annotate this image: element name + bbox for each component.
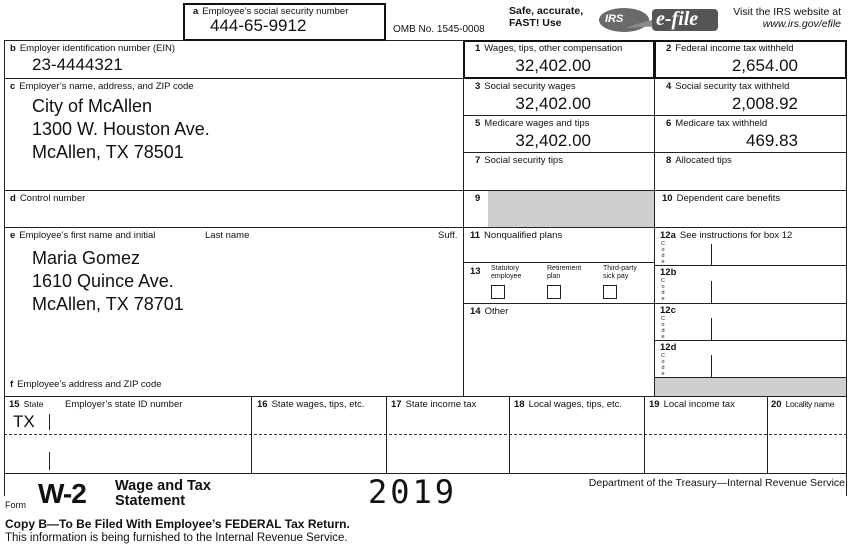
box-d-label bbox=[10, 193, 85, 204]
ein-value: 23-4444321 bbox=[32, 55, 123, 74]
box3-label bbox=[475, 81, 576, 92]
code-12c-o: o bbox=[661, 322, 665, 328]
form-right-border bbox=[846, 40, 847, 496]
line-13-14 bbox=[463, 303, 655, 304]
line-d-e bbox=[4, 227, 464, 228]
ssn-label-text: Employee’s social security number bbox=[202, 6, 349, 17]
box-d-label-text: Control number bbox=[19, 193, 86, 204]
box15-num: 15 bbox=[9, 399, 20, 410]
box3-num: 3 bbox=[475, 81, 481, 92]
state-div-19 bbox=[644, 396, 645, 473]
box14-num: 14 bbox=[470, 306, 481, 317]
box16-label-text: State wages, tips, etc. bbox=[271, 399, 365, 410]
box1-label bbox=[475, 43, 622, 54]
line-12c-12d bbox=[654, 340, 847, 341]
box10-num: 10 bbox=[662, 193, 673, 204]
box11-num: 11 bbox=[470, 230, 481, 241]
form-name: W-2 bbox=[38, 478, 86, 509]
code-12a-d: d bbox=[661, 253, 665, 259]
box12a-label bbox=[660, 230, 792, 241]
box8-label bbox=[666, 155, 732, 166]
code-12d-d: d bbox=[661, 365, 665, 371]
box14-label bbox=[470, 306, 508, 317]
state-row-top bbox=[4, 396, 847, 397]
box9-num: 9 bbox=[475, 193, 481, 204]
employer-name: City of McAllen bbox=[32, 96, 153, 116]
box15-label-text: State bbox=[23, 399, 44, 409]
box19-label-text: Local income tax bbox=[663, 399, 735, 410]
box9-label bbox=[475, 193, 484, 204]
box9-shade bbox=[488, 191, 654, 227]
box15-label bbox=[9, 399, 43, 410]
box7-label-text: Social security tips bbox=[484, 155, 563, 166]
visit-line1: Visit the IRS website at bbox=[733, 6, 841, 18]
box10-label-text: Dependent care benefits bbox=[676, 193, 781, 204]
box20-label-text: Locality name bbox=[785, 399, 835, 409]
box10-label bbox=[662, 193, 780, 204]
code-12c-c: C bbox=[661, 316, 665, 322]
code-label-12a bbox=[660, 241, 666, 265]
box8-num: 8 bbox=[666, 155, 672, 166]
box5-value: 32,402.00 bbox=[515, 131, 591, 150]
ssn-value: 444-65-9912 bbox=[210, 16, 307, 35]
box18-num: 18 bbox=[514, 399, 525, 410]
box2-num: 2 bbox=[666, 43, 672, 54]
box5-label bbox=[475, 118, 589, 129]
line-row2 bbox=[463, 115, 847, 116]
state-tick-1 bbox=[49, 414, 50, 430]
copy-b-line: Copy B—To Be Filed With Employee’s FEDERAL Tax Return. bbox=[5, 517, 350, 531]
box-b-label-text: Employer identification number (EIN) bbox=[19, 43, 176, 54]
form-word: Form bbox=[5, 500, 26, 510]
code-divider-12a bbox=[711, 244, 712, 265]
box-e-suff-label: Suff. bbox=[438, 230, 458, 241]
retirement-line2: plan bbox=[547, 273, 561, 280]
box12-bottom-shade bbox=[655, 378, 846, 396]
box5-num: 5 bbox=[475, 118, 481, 129]
line-12a-12b bbox=[654, 265, 847, 266]
box5-label-text: Medicare wages and tips bbox=[484, 118, 590, 129]
employee-name: Maria Gomez bbox=[32, 248, 141, 268]
code-12a-e: e bbox=[661, 259, 665, 265]
form-title-line2: Statement bbox=[115, 493, 186, 509]
efile-logo bbox=[596, 5, 721, 35]
employee-city: McAllen, TX 78701 bbox=[32, 294, 184, 314]
code-divider-12d bbox=[711, 355, 712, 377]
box12a-num: 12a bbox=[660, 230, 676, 241]
box6-num: 6 bbox=[666, 118, 672, 129]
third-party-sick-pay-label bbox=[603, 265, 637, 281]
code-12d-e: e bbox=[661, 371, 665, 377]
visit-url[interactable]: www.irs.gov/efile bbox=[762, 18, 841, 30]
box8-label-text: Allocated tips bbox=[675, 155, 732, 166]
code-label-12c bbox=[660, 316, 666, 340]
box-d-letter: d bbox=[10, 193, 16, 204]
ssn-letter: a bbox=[193, 6, 199, 17]
line-row3 bbox=[463, 152, 847, 153]
employer-city: McAllen, TX 78501 bbox=[32, 142, 184, 162]
retirement-plan-checkbox[interactable] bbox=[547, 285, 561, 299]
box1-label-text: Wages, tips, other compensation bbox=[484, 43, 623, 54]
code-12d-c: C bbox=[661, 353, 665, 359]
box4-label bbox=[666, 81, 789, 92]
code-12a-c: C bbox=[661, 241, 665, 247]
omb-number: OMB No. 1545-0008 bbox=[393, 24, 485, 35]
code-12b-e: e bbox=[661, 296, 665, 302]
box6-label-text: Medicare tax withheld bbox=[675, 118, 768, 129]
line-row5 bbox=[463, 227, 847, 228]
code-divider-12c bbox=[711, 318, 712, 340]
code-12c-e: e bbox=[661, 334, 665, 340]
box-c-label-text: Employer’s name, address, and ZIP code bbox=[19, 81, 194, 92]
box12d-num: 12d bbox=[660, 342, 677, 353]
retirement-plan-label bbox=[547, 265, 581, 281]
state-div-20 bbox=[767, 396, 768, 473]
box12b-label bbox=[660, 267, 680, 278]
form-left-border bbox=[4, 40, 5, 496]
box1-num: 1 bbox=[475, 43, 481, 54]
thirdparty-line1: Third-party bbox=[603, 265, 637, 272]
safe-line2: FAST! Use bbox=[509, 17, 562, 29]
box13-label bbox=[470, 266, 485, 277]
code-12b-c: C bbox=[661, 278, 665, 284]
box12c-label bbox=[660, 305, 680, 316]
code-12a-o: o bbox=[661, 247, 665, 253]
box-e-letter: e bbox=[10, 230, 16, 241]
box-c-label bbox=[10, 81, 194, 92]
box-b-letter: b bbox=[10, 43, 16, 54]
box12a-label-text: See instructions for box 12 bbox=[679, 230, 793, 241]
box1-value: 32,402.00 bbox=[515, 56, 591, 75]
employee-street: 1610 Quince Ave. bbox=[32, 271, 174, 291]
code-12b-d: d bbox=[661, 290, 665, 296]
department-text: Department of the Treasury—Internal Revenue Service bbox=[588, 477, 845, 489]
line-c-d bbox=[4, 190, 464, 191]
box19-label bbox=[649, 399, 735, 410]
state-row-dash bbox=[4, 434, 847, 435]
efile-irs-text: IRS bbox=[605, 13, 624, 25]
box6-label bbox=[666, 118, 767, 129]
box-f-label bbox=[10, 379, 162, 390]
state-value: TX bbox=[13, 412, 35, 431]
third-party-sick-pay-checkbox[interactable] bbox=[603, 285, 617, 299]
statutory-line1: Statutory bbox=[491, 265, 520, 272]
code-12c-d: d bbox=[661, 328, 665, 334]
code-label-12d bbox=[660, 353, 666, 377]
box18-label-text: Local wages, tips, etc. bbox=[528, 399, 623, 410]
box14-label-text: Other bbox=[484, 306, 509, 317]
box11-label bbox=[470, 230, 562, 241]
box4-value: 2,008.92 bbox=[731, 94, 798, 113]
box7-num: 7 bbox=[475, 155, 481, 166]
statutory-employee-label bbox=[491, 265, 521, 281]
code-label-12b bbox=[660, 278, 666, 302]
retirement-line1: Retirement bbox=[547, 265, 582, 272]
code-12b-o: o bbox=[661, 284, 665, 290]
box16-label bbox=[257, 399, 365, 410]
box17-label bbox=[391, 399, 476, 410]
box12d-label bbox=[660, 342, 680, 353]
tax-year: 2019 bbox=[368, 473, 458, 511]
box3-label-text: Social security wages bbox=[484, 81, 576, 92]
employer-street: 1300 W. Houston Ave. bbox=[32, 119, 210, 139]
box12c-num: 12c bbox=[660, 305, 676, 316]
box-b-label bbox=[10, 43, 175, 54]
box2-label-text: Federal income tax withheld bbox=[675, 43, 794, 54]
box13-num: 13 bbox=[470, 266, 481, 277]
box4-num: 4 bbox=[666, 81, 672, 92]
thirdparty-line2: sick pay bbox=[603, 273, 629, 280]
box17-num: 17 bbox=[391, 399, 402, 410]
box-f-label-text: Employee’s address and ZIP code bbox=[17, 379, 162, 390]
code-divider-12b bbox=[711, 281, 712, 303]
box-e-last-name-label: Last name bbox=[205, 230, 250, 241]
statutory-line2: employee bbox=[491, 273, 522, 280]
line-b-c bbox=[4, 78, 464, 79]
box4-label-text: Social security tax withheld bbox=[675, 81, 790, 92]
box20-num: 20 bbox=[771, 399, 782, 410]
box15-id-label: Employer’s state ID number bbox=[65, 399, 183, 410]
box2-label bbox=[666, 43, 794, 54]
efile-text: e-file bbox=[656, 8, 699, 30]
statutory-employee-checkbox[interactable] bbox=[491, 285, 505, 299]
safe-line1: Safe, accurate, bbox=[509, 5, 584, 17]
form-title-line1: Wage and Tax bbox=[115, 478, 211, 494]
box7-label bbox=[475, 155, 563, 166]
box20-label bbox=[771, 399, 834, 410]
line-11-13 bbox=[463, 262, 655, 263]
line-12b-12c bbox=[654, 303, 847, 304]
box-f-letter: f bbox=[10, 379, 14, 390]
state-div-16 bbox=[251, 396, 252, 473]
code-12d-o: o bbox=[661, 359, 665, 365]
box2-value: 2,654.00 bbox=[731, 56, 798, 75]
box16-num: 16 bbox=[257, 399, 268, 410]
box11-label-text: Nonqualified plans bbox=[484, 230, 563, 241]
info-line: This information is being furnished to the Internal Revenue Service. bbox=[5, 532, 348, 544]
state-tick-2 bbox=[49, 452, 50, 470]
state-div-17 bbox=[386, 396, 387, 473]
box-e-label-text: Employee’s first name and initial bbox=[19, 230, 156, 241]
box19-num: 19 bbox=[649, 399, 660, 410]
box-c-letter: c bbox=[10, 81, 16, 92]
box6-value: 469.83 bbox=[746, 131, 798, 150]
box17-label-text: State income tax bbox=[405, 399, 477, 410]
box12b-num: 12b bbox=[660, 267, 677, 278]
box-e-label bbox=[10, 230, 155, 241]
box3-value: 32,402.00 bbox=[515, 94, 591, 113]
state-div-18 bbox=[509, 396, 510, 473]
box18-label bbox=[514, 399, 622, 410]
